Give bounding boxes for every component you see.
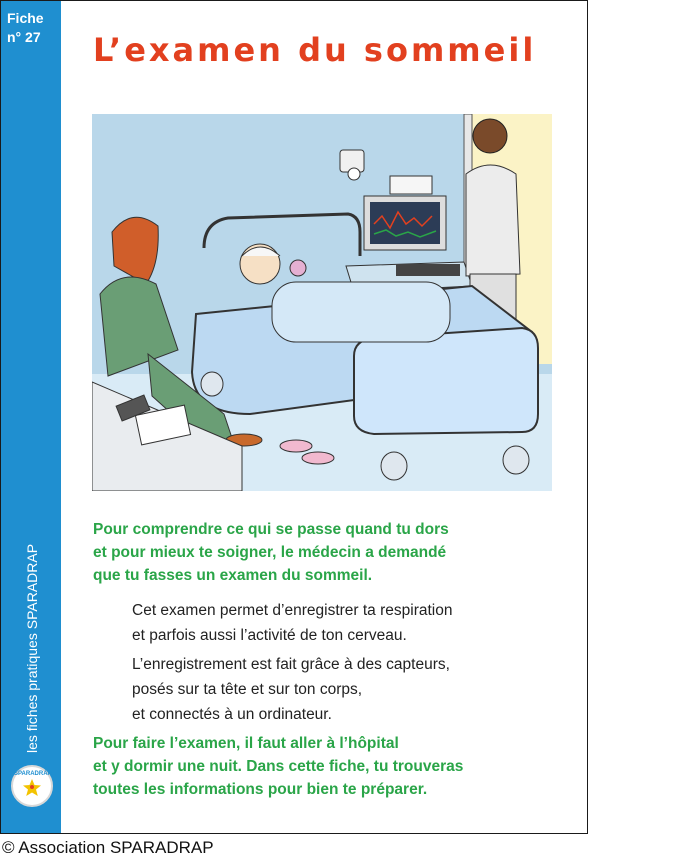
fiche-label: Fiche <box>7 10 44 26</box>
outro-line: toutes les informations pour bien te préparer. <box>93 781 428 798</box>
intro-line: et pour mieux te soigner, le médecin a demandé <box>93 544 447 561</box>
exam-description-paragraph <box>132 598 452 648</box>
sensors-paragraph <box>132 652 450 727</box>
intro-line: que tu fasses un examen du sommeil. <box>93 567 373 584</box>
sidebar <box>1 1 61 834</box>
sleep-exam-illustration <box>92 114 552 491</box>
outro-line: Pour faire l’examen, il faut aller à l’hôpital <box>93 735 399 752</box>
body-line: et parfois aussi l’activité de ton cerveau. <box>132 627 407 644</box>
fiche-number: n° 27 <box>7 29 41 45</box>
intro-line: Pour comprendre ce qui se passe quand tu dors <box>93 521 449 538</box>
page-title: L’examen du sommeil <box>93 31 537 69</box>
body-line: posés sur ta tête et sur ton corps, <box>132 681 363 698</box>
series-vertical-text: les fiches pratiques SPARADRAP <box>24 543 40 753</box>
body-line: et connectés à un ordinateur. <box>132 706 332 723</box>
outro-line: et y dormir une nuit. Dans cette fiche, tu trouveras <box>93 758 464 775</box>
body-line: L’enregistrement est fait grâce à des capteurs, <box>132 656 450 673</box>
logo-text: SPARADRAP <box>14 771 52 777</box>
intro-paragraph <box>93 518 449 587</box>
fiche-number-badge <box>7 9 57 47</box>
outro-paragraph <box>93 732 463 801</box>
sparadrap-logo-icon <box>11 765 53 807</box>
body-line: Cet examen permet d’enregistrer ta respiration <box>132 602 453 619</box>
copyright-notice: © Association SPARADRAP <box>2 838 214 857</box>
